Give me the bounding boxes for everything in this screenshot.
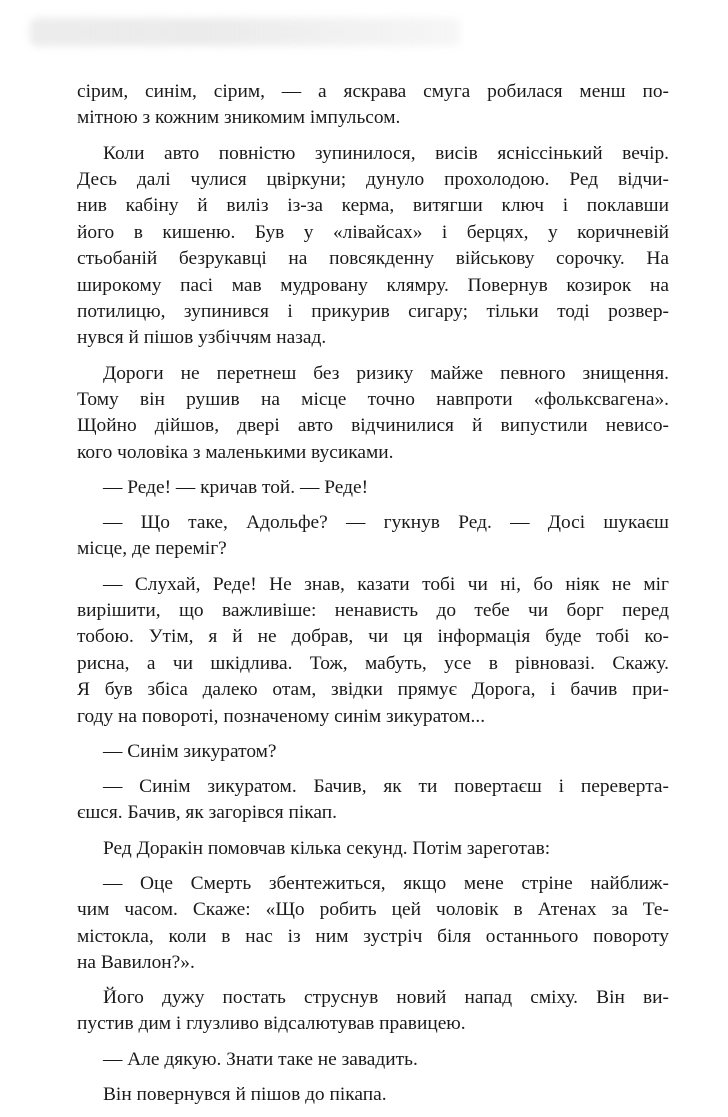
- text-line: Я був збіса далеко отам, звідки прямує Дорога, і бачив при-: [77, 679, 669, 701]
- paragraph: [77, 141, 669, 352]
- text-line: Його дужу постать струснув новий напад сміху. Він ви-: [103, 987, 669, 1009]
- paragraph: [77, 739, 669, 765]
- paragraph: [77, 871, 669, 977]
- text-line: широкому пасі мав мудровану клямру. Повернув козирок на: [77, 274, 669, 296]
- text-line: — Що таке, Адольфе? — гукнув Ред. — Досі шукаєш: [103, 512, 669, 534]
- text-line: місце, де переміг?: [77, 538, 227, 560]
- text-line: — Синім зикуратом. Бачив, як ти повертаєш і переверта-: [103, 775, 669, 797]
- text-line: Він повернувся й пішов до пікапа.: [103, 1083, 387, 1105]
- text-line: сірим, синім, сірим, — а яскрава смуга робилася менш по-: [77, 81, 669, 102]
- paragraph: [77, 79, 669, 132]
- text-line: на Вавилон?».: [77, 951, 195, 973]
- paragraph: [77, 836, 669, 862]
- text-line: нувся й пішов узбіччям назад.: [77, 327, 327, 349]
- text-line: Ред Доракін помовчав кілька секунд. Потім зареготав:: [103, 837, 551, 859]
- paragraph: [77, 361, 669, 467]
- text-line: — Оце Смерть збентежиться, якщо мене стріне найближ-: [103, 872, 669, 894]
- text-line: кого чоловіка з маленькими вусиками.: [77, 441, 394, 463]
- text-line: Дороги не перетнеш без ризику майже певного знищення.: [103, 362, 669, 384]
- text-line: потилицю, зупинився і прикурив сигару; тільки тоді розвер-: [77, 300, 669, 322]
- text-line: Тому він рушив на місце точно навпроти «фольксвагена».: [77, 388, 669, 410]
- paragraph: [77, 1047, 669, 1073]
- text-line: тобою. Утім, я й не добрав, чи ця інформація буде тобі ко-: [77, 626, 669, 648]
- text-line: Коли авто повністю зупинилося, висів ясніссінький вечір.: [103, 142, 669, 164]
- paragraph: [77, 572, 669, 730]
- text-line: єшся. Бачив, як загорівся пікап.: [77, 802, 338, 824]
- paragraph: [77, 985, 669, 1038]
- faded-running-header: [30, 18, 460, 46]
- paragraph: [77, 510, 669, 563]
- paragraph: [77, 774, 669, 827]
- paragraph: [77, 475, 669, 501]
- text-line: стьобаній безрукавці на повсякденну військову сорочку. На: [77, 248, 669, 270]
- text-line: мітною з кожним зникомим імпульсом.: [77, 107, 401, 129]
- text-line: Десь далі чулися цвіркуни; дунуло прохолодою. Ред відчи-: [77, 168, 669, 190]
- text-line: Щойно дійшов, двері авто відчинилися й випустили невисо-: [77, 415, 669, 437]
- text-line: чим часом. Скаже: «Що робить цей чоловік в Атенах за Те-: [77, 899, 669, 921]
- text-line: його в кишеню. Був у «лівайсах» і берцях, у коричневій: [77, 221, 669, 243]
- text-line: — Слухай, Реде! Не знав, казати тобі чи ні, бо ніяк не міг: [103, 573, 669, 595]
- paragraph: [77, 1082, 669, 1108]
- text-line: вирішити, що важливіше: ненависть до тебе чи борг перед: [77, 600, 669, 622]
- text-line: — Але дякую. Знати таке не завадить.: [103, 1048, 418, 1070]
- text-line: году на повороті, позначеному синім зикуратом...: [77, 705, 486, 727]
- text-line: містокла, коли в нас із ним зустріч біля останнього повороту: [77, 925, 669, 947]
- text-line: нив кабіну й виліз із-за керма, витягши ключ і поклавши: [77, 195, 669, 217]
- text-line: пустив дим і глузливо відсалютував правицею.: [77, 1013, 466, 1035]
- text-line: рисна, а чи шкідлива. Тож, мабуть, усе в рівновазі. Скажу.: [77, 652, 669, 674]
- text-line: — Реде! — кричав той. — Реде!: [103, 476, 369, 498]
- body-text: [77, 79, 669, 1117]
- text-line: — Синім зикуратом?: [103, 740, 277, 762]
